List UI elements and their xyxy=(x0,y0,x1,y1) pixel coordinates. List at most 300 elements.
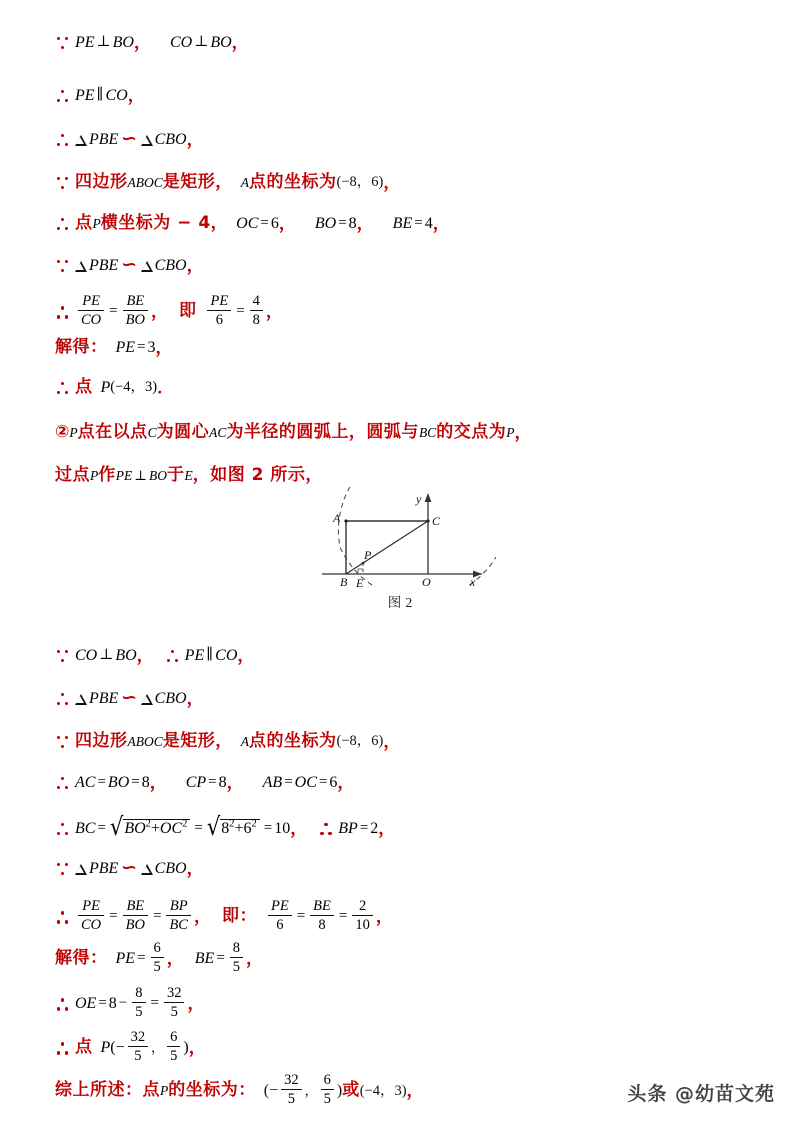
fraction-bar xyxy=(207,310,231,311)
comma: ， xyxy=(149,773,167,792)
equals: = xyxy=(109,303,118,320)
term-p: P xyxy=(100,378,111,396)
label-e: E xyxy=(356,576,364,587)
denominator: 6 xyxy=(276,917,284,934)
equals: = xyxy=(131,774,140,790)
term-ac: AC xyxy=(75,773,96,791)
comma: ， xyxy=(231,33,249,52)
equals: = xyxy=(97,774,106,790)
because-symbol xyxy=(55,860,72,877)
denominator: 5 xyxy=(232,959,241,976)
denominator: 8 xyxy=(318,917,326,934)
equals: = xyxy=(338,908,348,925)
therefore-symbol xyxy=(165,647,182,664)
therefore-symbol xyxy=(55,303,72,320)
text-solve-得: 解得： xyxy=(55,337,108,357)
text-point: 点 xyxy=(75,377,93,397)
numerator: 6 xyxy=(153,940,161,956)
text-draw: 作 xyxy=(98,465,116,485)
math-line-20 xyxy=(55,986,207,1022)
term-a: A xyxy=(240,733,249,749)
term-p: P xyxy=(92,215,101,231)
therefore-symbol xyxy=(55,820,72,837)
paren-right: ) xyxy=(336,1081,343,1099)
math-line-14 xyxy=(55,733,403,750)
fraction-32-5 xyxy=(164,985,185,1021)
denominator: BO xyxy=(125,312,145,329)
denominator: 5 xyxy=(170,1048,178,1065)
numerator: 32 xyxy=(130,1029,146,1045)
parallel-symbol: ∥ xyxy=(96,87,104,103)
because-symbol xyxy=(55,257,72,274)
term-cbo: CBO xyxy=(154,130,187,148)
term-bo: BO xyxy=(148,467,167,483)
fraction-bar xyxy=(132,1002,145,1003)
equals: = xyxy=(318,774,328,790)
term-pe: PE xyxy=(115,949,136,967)
text-point: 点 xyxy=(75,1037,93,1058)
radicand-term-bo: BO xyxy=(124,820,146,837)
value-10: 10 xyxy=(274,819,291,837)
comma: ， xyxy=(290,819,308,838)
fraction-pe-co xyxy=(78,898,104,934)
math-line-17 xyxy=(55,860,207,877)
numerator: 2 xyxy=(358,898,367,914)
term-be: BE xyxy=(392,214,413,232)
y-axis-arrow xyxy=(425,493,432,502)
term-p: P xyxy=(90,467,99,483)
therefore-symbol xyxy=(55,774,72,791)
term-p: P xyxy=(69,424,78,440)
fraction-4-8 xyxy=(250,293,263,329)
fraction-pe-6 xyxy=(268,898,292,934)
math-line-6 xyxy=(55,257,207,274)
equals: = xyxy=(296,908,306,925)
equals: = xyxy=(152,908,162,925)
numerator: 8 xyxy=(135,985,143,1001)
radicand-value-6: 6 xyxy=(243,820,252,837)
fraction-pe-6 xyxy=(207,293,231,329)
fraction-bar xyxy=(78,915,104,916)
fraction-bar xyxy=(166,915,191,916)
term-bo: BO xyxy=(107,773,130,791)
paren-right: ) xyxy=(183,1038,189,1056)
figure-caption-num: 2 xyxy=(405,595,413,610)
comma: ， xyxy=(186,859,204,878)
numerator: 32 xyxy=(166,985,182,1001)
term-p: P xyxy=(160,1083,169,1099)
therefore-symbol xyxy=(55,379,72,396)
term-p: P xyxy=(100,1038,111,1056)
math-line-10 xyxy=(55,424,534,441)
label-o: O xyxy=(422,575,431,587)
similar-symbol: ∽ xyxy=(121,688,138,708)
parallel-symbol: ∥ xyxy=(206,647,214,663)
fraction-bar xyxy=(281,1089,302,1090)
fraction-bp-bc xyxy=(166,898,191,934)
therefore-symbol xyxy=(55,908,72,925)
comma: ， xyxy=(193,907,211,927)
therefore-symbol-2 xyxy=(318,820,335,837)
math-line-2 xyxy=(55,87,148,104)
because-symbol xyxy=(55,34,72,51)
coordinate-separator: ， xyxy=(151,1040,165,1056)
value-8: 8 xyxy=(108,994,117,1012)
numerator: 4 xyxy=(252,293,260,309)
text-is-rectangle: 是矩形， xyxy=(162,172,233,192)
term-co: CO xyxy=(75,646,98,664)
denominator: 5 xyxy=(153,959,161,976)
exponent-2: 2 xyxy=(145,818,151,830)
minus: − xyxy=(118,995,128,1012)
denominator: 10 xyxy=(355,917,370,934)
term-pe: PE xyxy=(184,646,205,664)
label-y: y xyxy=(416,492,422,506)
text-at: 于 xyxy=(166,465,185,485)
term-co-2: CO xyxy=(215,646,238,664)
equals: = xyxy=(236,303,245,320)
denominator: 5 xyxy=(135,1004,143,1021)
math-line-13 xyxy=(55,690,207,707)
comma: ， xyxy=(406,1081,424,1101)
fraction-6-5 xyxy=(151,940,164,976)
comma: ， xyxy=(186,130,204,149)
term-oc: OC xyxy=(294,773,317,791)
text-coords-are: 的坐标为： xyxy=(168,1080,256,1101)
similar-symbol: ∽ xyxy=(121,129,138,149)
fraction-6-5 xyxy=(321,1072,334,1108)
text-point-coord-is: 点的坐标为 xyxy=(249,172,337,192)
similar-symbol: ∽ xyxy=(121,858,138,878)
negative-sign: − xyxy=(115,1038,125,1056)
comma: ， xyxy=(383,732,401,751)
numerator: BE xyxy=(313,898,331,914)
watermark: 头条 @幼苗文苑 xyxy=(627,1083,775,1105)
text-quadrilateral: 四边形 xyxy=(75,172,128,192)
therefore-symbol xyxy=(55,131,72,148)
therefore-symbol xyxy=(55,1039,72,1056)
because-symbol xyxy=(55,647,72,664)
comma: ， xyxy=(188,1038,206,1058)
therefore-symbol xyxy=(55,995,72,1012)
figure-caption xyxy=(300,591,500,611)
equals: = xyxy=(98,995,107,1012)
similar-symbol: ∽ xyxy=(121,255,138,275)
comma: ， xyxy=(383,173,401,192)
period: ． xyxy=(157,378,175,397)
right-angle-mark xyxy=(358,569,363,574)
segment-bc-diagonal xyxy=(346,521,428,574)
text-as-shown-fig2: ，如图 2 所示， xyxy=(192,465,323,485)
text-through-point: 过点 xyxy=(55,465,90,485)
term-pbe: PBE xyxy=(89,689,119,707)
text-is-rectangle: 是矩形， xyxy=(162,731,233,751)
value-6: 6 xyxy=(329,773,338,791)
point-a-dot xyxy=(344,519,347,522)
denominator: 5 xyxy=(287,1091,295,1108)
text-arc-center: 点在以点 xyxy=(77,422,148,442)
perpendicular-symbol: ⊥ xyxy=(99,647,114,663)
term-pe: PE xyxy=(115,338,136,356)
triangle-icon xyxy=(75,864,87,875)
term-pe: PE xyxy=(75,33,95,51)
comma: ， xyxy=(337,773,355,792)
fraction-32-5 xyxy=(128,1029,149,1065)
fraction-bar xyxy=(321,1089,334,1090)
plus: + xyxy=(150,820,160,837)
point-c-dot xyxy=(426,519,429,522)
numerator: PE xyxy=(82,898,100,914)
math-line-15 xyxy=(55,774,357,791)
radical-sign: √ xyxy=(206,812,221,841)
therefore-symbol xyxy=(55,215,72,232)
equals: = xyxy=(208,774,217,790)
comma: ， xyxy=(150,302,168,322)
math-line-21 xyxy=(55,1030,209,1066)
denominator: 5 xyxy=(323,1091,331,1108)
numerator: PE xyxy=(270,898,289,914)
radicand-term-oc: OC xyxy=(159,820,183,837)
equals: = xyxy=(137,339,146,355)
math-line-12 xyxy=(55,647,257,664)
term-bo-2: BO xyxy=(210,33,232,51)
denominator: 5 xyxy=(170,1004,178,1021)
numerator: BP xyxy=(169,898,188,914)
fraction-bar xyxy=(230,957,243,958)
comma: ， xyxy=(127,86,145,105)
fraction-2-10 xyxy=(352,898,373,934)
text-that-is: 即 xyxy=(178,301,197,322)
fraction-be-bo xyxy=(123,898,148,934)
term-pe: PE xyxy=(75,86,95,104)
label-p: P xyxy=(364,548,372,562)
triangle-icon xyxy=(75,694,87,705)
denominator: CO xyxy=(81,312,102,329)
comma: ， xyxy=(375,907,393,927)
equals: = xyxy=(216,950,225,967)
denominator: BC xyxy=(169,917,188,934)
coordinate-value: (−8，6) xyxy=(336,174,384,191)
math-line-3 xyxy=(55,131,207,148)
perpendicular-symbol: ⊥ xyxy=(96,34,111,50)
equals: = xyxy=(150,995,159,1012)
text-intersection: 的交点为 xyxy=(436,422,507,442)
term-cbo: CBO xyxy=(154,859,187,877)
label-c: C xyxy=(432,514,441,528)
negative-sign: − xyxy=(269,1081,279,1099)
list-marker-2: ② xyxy=(55,422,70,442)
denominator: BO xyxy=(125,917,145,934)
term-pbe: PBE xyxy=(89,256,119,274)
term-bo: BO xyxy=(112,33,134,51)
fraction-bar xyxy=(352,915,373,916)
comma: ， xyxy=(432,214,450,233)
equals: = xyxy=(194,820,203,836)
term-c: C xyxy=(147,424,157,440)
fraction-bar xyxy=(151,957,164,958)
fraction-bar xyxy=(164,1002,185,1003)
term-ab: AB xyxy=(262,773,283,791)
perpendicular-symbol-2: ⊥ xyxy=(194,34,209,50)
term-bo: BO xyxy=(314,214,337,232)
fraction-bar xyxy=(78,310,104,311)
label-x: x xyxy=(470,575,476,587)
sqrt-8sq-plus-6sq xyxy=(206,812,260,841)
term-cp: CP xyxy=(185,773,207,791)
fraction-bar xyxy=(123,915,148,916)
fraction-bar xyxy=(123,310,148,311)
math-line-11 xyxy=(55,467,323,484)
term-a: A xyxy=(240,174,249,190)
because-symbol xyxy=(55,733,72,750)
figure-svg xyxy=(300,487,500,587)
term-pe: PE xyxy=(115,467,133,483)
value-4: 4 xyxy=(424,214,433,232)
equals: = xyxy=(359,820,369,836)
math-line-7 xyxy=(55,294,286,330)
value-8-2: 8 xyxy=(218,773,227,791)
text-radius-arc: 为半径的圆弧上，圆弧与 xyxy=(226,422,419,442)
paren-left: ( xyxy=(263,1081,270,1099)
exponent-2: 2 xyxy=(229,818,235,830)
fraction-bar xyxy=(268,915,292,916)
label-a: A xyxy=(333,511,341,525)
text-point-coord-is: 点的坐标为 xyxy=(249,731,337,751)
math-line-19 xyxy=(55,941,266,977)
comma: ， xyxy=(378,819,396,838)
denominator: CO xyxy=(81,917,102,934)
numerator: PE xyxy=(210,293,229,309)
text-solve-得: 解得： xyxy=(55,948,108,969)
comma: ， xyxy=(187,994,205,1014)
value-6: 6 xyxy=(270,214,279,232)
term-cbo: CBO xyxy=(154,256,187,274)
exponent-2: 2 xyxy=(251,818,257,830)
comma: ， xyxy=(278,214,296,233)
numerator: BE xyxy=(126,293,145,309)
term-oc: OC xyxy=(236,214,259,232)
sqrt-bo2-plus-oc2 xyxy=(109,812,190,841)
equals: = xyxy=(137,950,146,967)
coordinate-separator: ， xyxy=(304,1083,318,1099)
comma: ， xyxy=(133,33,151,52)
numerator: PE xyxy=(82,293,100,309)
comma: ， xyxy=(166,949,184,969)
term-cbo: CBO xyxy=(154,689,187,707)
numerator: 8 xyxy=(232,940,241,956)
text-quadrilateral: 四边形 xyxy=(75,731,128,751)
comma: ， xyxy=(186,256,204,275)
term-aboc: ABOC xyxy=(127,174,163,190)
triangle-icon xyxy=(75,135,87,146)
math-line-8 xyxy=(55,339,176,356)
figure-caption-cn: 图 xyxy=(387,595,402,611)
text-point: 点 xyxy=(75,213,93,233)
denominator: 6 xyxy=(215,312,223,329)
equals: = xyxy=(263,820,273,836)
fraction-bar xyxy=(128,1046,149,1047)
numerator: 32 xyxy=(284,1072,299,1088)
term-co: CO xyxy=(169,33,193,51)
triangle-icon xyxy=(141,261,153,272)
denominator: 8 xyxy=(252,312,260,329)
radicand-value-8: 8 xyxy=(221,820,230,837)
equals: = xyxy=(414,215,423,231)
fraction-32-5 xyxy=(281,1072,302,1108)
equals: = xyxy=(284,774,293,790)
comma: ， xyxy=(514,423,532,442)
term-bc: BC xyxy=(75,819,96,837)
coordinate-value: (−4，3) xyxy=(110,379,158,396)
because-symbol xyxy=(55,174,72,191)
perpendicular-symbol: ⊥ xyxy=(134,467,147,483)
comma: ， xyxy=(356,214,374,233)
equals: = xyxy=(260,215,269,231)
math-line-16 xyxy=(55,812,398,841)
coordinate-value: (−8，6) xyxy=(336,733,384,750)
fraction-be-8 xyxy=(310,898,334,934)
coordinate-value-2: (−4，3) xyxy=(359,1082,407,1099)
text-or: 或 xyxy=(342,1080,360,1101)
equals: = xyxy=(97,820,106,836)
value-8: 8 xyxy=(348,214,357,232)
fraction-bar xyxy=(167,1046,180,1047)
term-pbe: PBE xyxy=(89,130,119,148)
plus: + xyxy=(234,820,244,837)
term-bc: BC xyxy=(418,424,437,440)
fraction-be-bo xyxy=(123,293,148,329)
label-b: B xyxy=(340,575,348,587)
triangle-icon xyxy=(141,135,153,146)
therefore-symbol xyxy=(55,87,72,104)
fraction-bar xyxy=(250,310,263,311)
term-bo: BO xyxy=(115,646,137,664)
triangle-icon xyxy=(141,694,153,705)
geometry-figure-2 xyxy=(300,487,500,617)
term-oe: OE xyxy=(75,994,97,1012)
numerator: 6 xyxy=(170,1029,178,1045)
denominator: 5 xyxy=(134,1048,142,1065)
paren-left: ( xyxy=(110,1038,116,1056)
value-3: 3 xyxy=(147,338,156,356)
text-that-is: 即： xyxy=(221,906,257,927)
comma: ， xyxy=(155,338,173,357)
math-line-18 xyxy=(55,899,396,935)
math-line-1 xyxy=(55,34,252,51)
radicand xyxy=(123,819,190,840)
value-2: 2 xyxy=(370,819,379,837)
term-aboc: ABOC xyxy=(127,733,163,749)
term-bp: BP xyxy=(338,819,358,837)
therefore-symbol xyxy=(55,690,72,707)
term-pbe: PBE xyxy=(89,859,119,877)
math-line-4 xyxy=(55,174,403,191)
term-e: E xyxy=(184,467,193,483)
comma: ， xyxy=(246,949,264,969)
text-as-center: 为圆心 xyxy=(156,422,210,442)
term-ac: AC xyxy=(209,424,227,440)
triangle-icon xyxy=(141,864,153,875)
math-line-9 xyxy=(55,379,177,396)
radical-sign: √ xyxy=(109,812,124,841)
fraction-8-5 xyxy=(230,940,243,976)
equals: = xyxy=(338,215,347,231)
numerator: 6 xyxy=(323,1072,331,1088)
comma: ， xyxy=(226,773,244,792)
math-line-22-conclusion xyxy=(55,1073,427,1109)
comma: ， xyxy=(186,689,204,708)
math-line-5 xyxy=(55,215,453,232)
